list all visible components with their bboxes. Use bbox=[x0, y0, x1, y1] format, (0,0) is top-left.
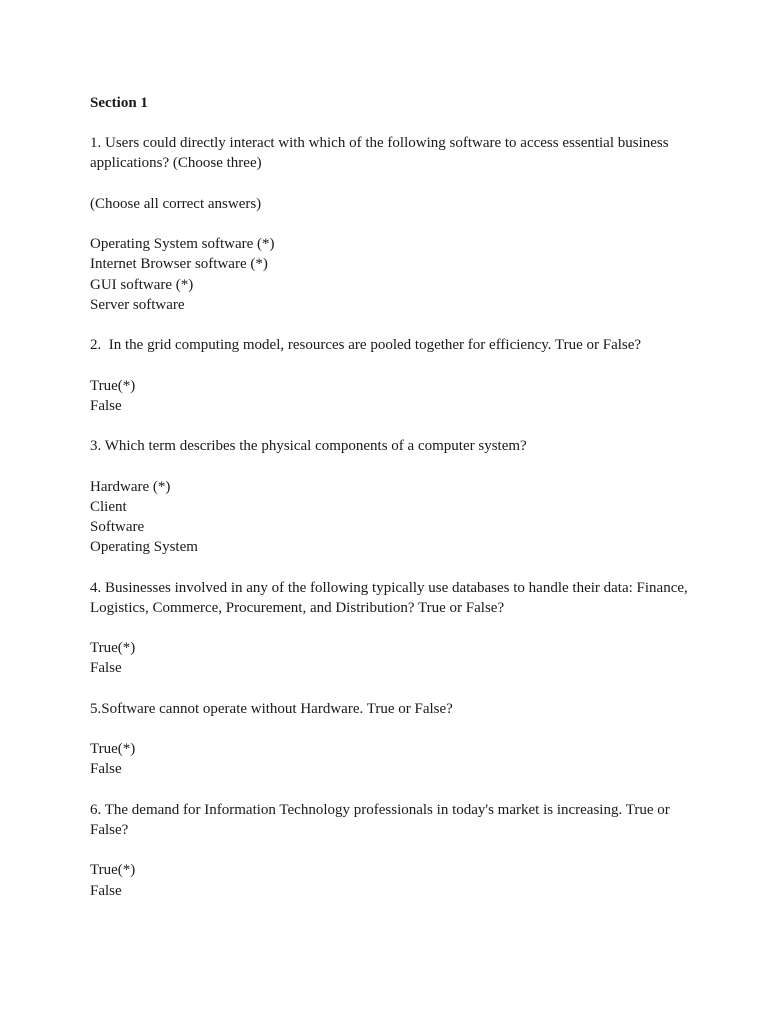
answer-list bbox=[90, 860, 690, 900]
answer-option: False bbox=[90, 761, 122, 778]
question-text: 1. Users could directly interact with which of the following software to access essential business applications? (Choose three) bbox=[90, 135, 673, 172]
answer-option: Server software bbox=[90, 296, 185, 313]
question-text: 3. Which term describes the physical components of a computer system? bbox=[90, 438, 527, 455]
answer-option: True(*) bbox=[90, 377, 136, 394]
answer-option: GUI software (*) bbox=[90, 276, 194, 293]
answer-list bbox=[90, 376, 690, 416]
answer-option: Operating System software (*) bbox=[90, 236, 275, 253]
answer-list bbox=[90, 234, 690, 315]
question-4 bbox=[90, 578, 690, 679]
answer-option: Software bbox=[90, 518, 145, 535]
question-1 bbox=[90, 133, 690, 315]
question-text: 6. The demand for Information Technology professionals in today's market is increasing. True or False? bbox=[90, 801, 674, 838]
question-5 bbox=[90, 699, 690, 780]
section-title: Section 1 bbox=[90, 95, 148, 111]
document-page bbox=[90, 93, 690, 921]
question-text: 5.Software cannot operate without Hardware. True or False? bbox=[90, 700, 453, 717]
answer-option: True(*) bbox=[90, 640, 136, 657]
answer-option: False bbox=[90, 397, 122, 414]
answer-list bbox=[90, 638, 690, 678]
answer-option: True(*) bbox=[90, 741, 136, 758]
answer-list bbox=[90, 477, 690, 558]
question-text: 4. Businesses involved in any of the following typically use databases to handle their data: Finance, Logistics, Commerce, Procurement, and Distribution? True or False? bbox=[90, 579, 692, 616]
question-instruction: (Choose all correct answers) bbox=[90, 195, 262, 212]
answer-option: Operating System bbox=[90, 539, 198, 556]
answer-option: Hardware (*) bbox=[90, 478, 171, 495]
answer-option: Internet Browser software (*) bbox=[90, 256, 268, 273]
question-3 bbox=[90, 436, 690, 557]
question-text: 2. In the grid computing model, resources are pooled together for efficiency. True or False? bbox=[90, 337, 642, 354]
answer-option: False bbox=[90, 882, 122, 899]
question-2 bbox=[90, 335, 690, 416]
answer-option: False bbox=[90, 660, 122, 677]
answer-list bbox=[90, 739, 690, 779]
question-6 bbox=[90, 800, 690, 901]
answer-option: True(*) bbox=[90, 862, 136, 879]
answer-option: Client bbox=[90, 498, 127, 515]
